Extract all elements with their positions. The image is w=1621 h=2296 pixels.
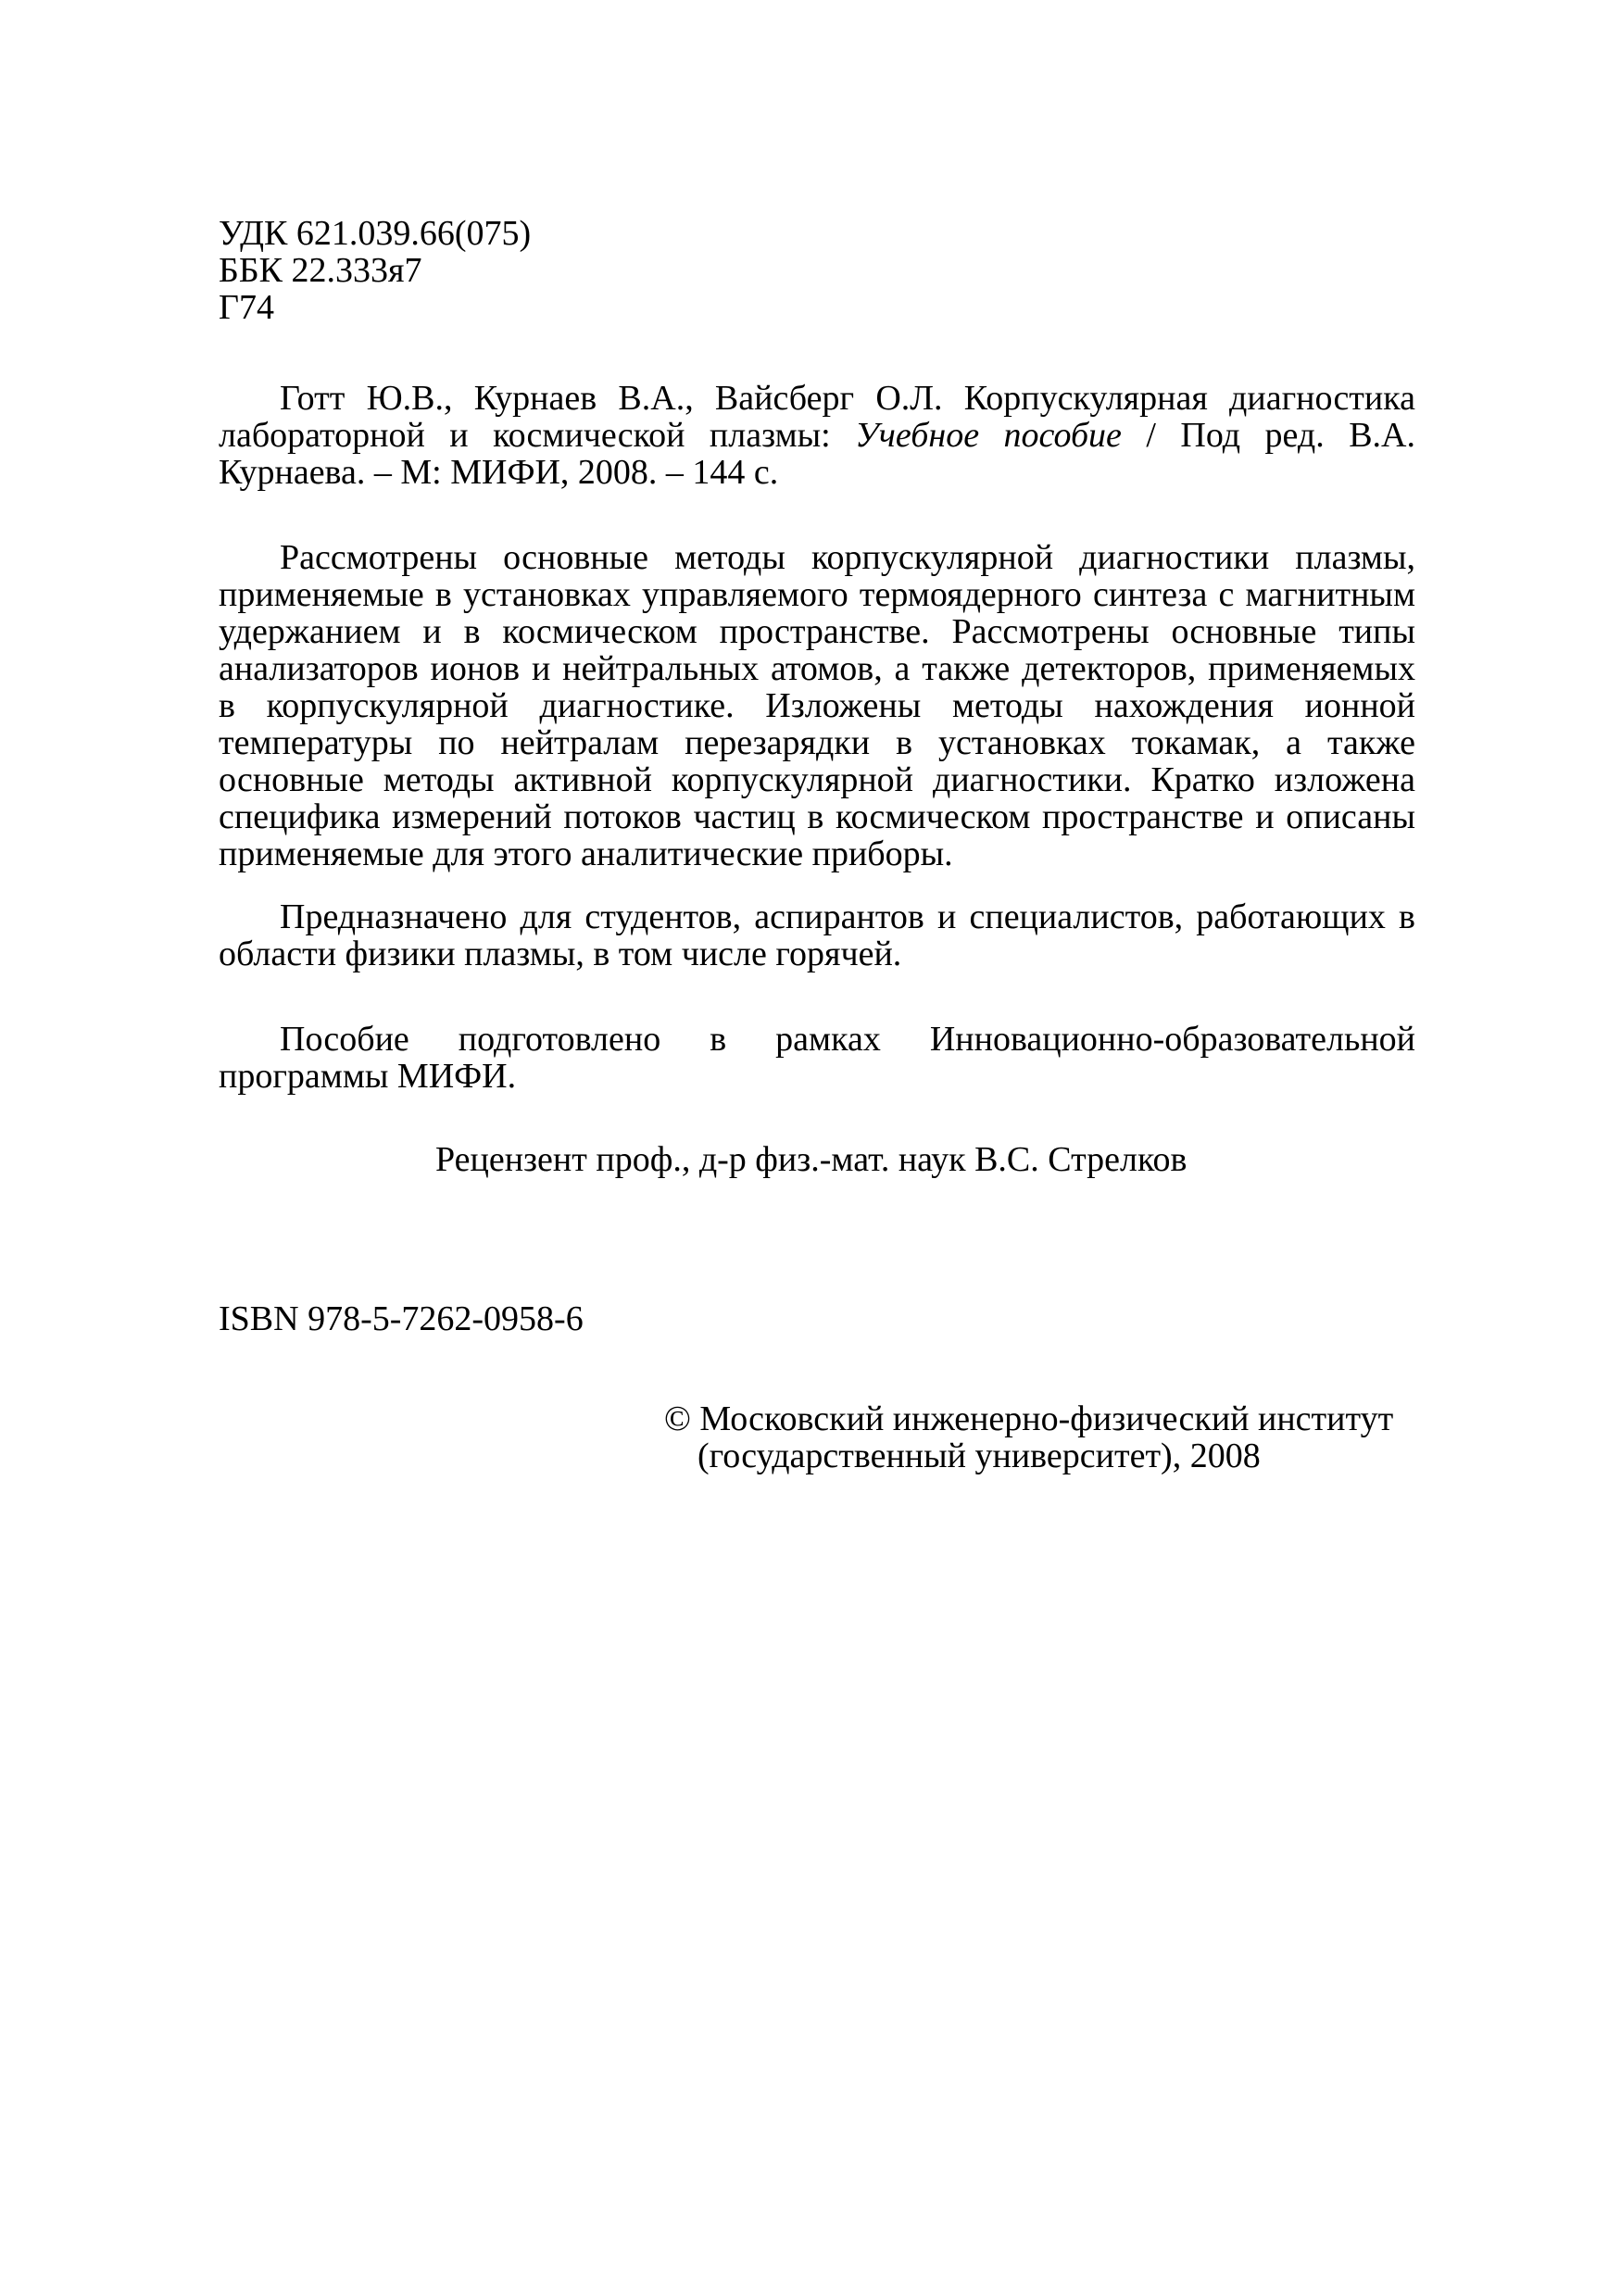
- program-note-paragraph: Пособие подготовлено в рамках Инновационно-образовательной программы МИФИ.: [219, 1020, 1415, 1096]
- isbn-line: ISBN 978-5-7262-0958-6: [219, 1299, 584, 1338]
- bib-authors: Готт Ю.В., Курнаев В.А., Вайсберг О.Л.: [280, 379, 943, 418]
- udk-code: УДК 621.039.66(075): [219, 214, 532, 253]
- bib-imprint: / Под ред. В.А. Курнаева. – М: МИФИ, 2008. – 144 с.: [219, 416, 1415, 492]
- copyright-line-1: © Московский инженерно-физический институт: [664, 1399, 1394, 1438]
- bib-doc-type: Учебное пособие: [855, 416, 1122, 455]
- abstract-paragraph: Рассмотрены основные методы корпускулярной диагностики плазмы, применяемые в установках управляемого термоядерного синтеза с магнитным удержанием и в космическом пространстве. Рассмотрены основные типы анализаторов ионов и нейтральных атомов, а также детекторов, применяемых в корпускулярной диагностике. Изложены методы нахождения ионной температуры по нейтралам перезарядки в установках токамак, а также основные методы активной корпускулярной диагностики. Кратко изложена специфика измерений потоков частиц в космическом пространстве и описаны применяемые для этого аналитические приборы.: [219, 538, 1415, 873]
- copyright-block: [664, 1400, 1393, 1474]
- author-mark: Г74: [219, 288, 274, 327]
- reviewer-line: Рецензент проф., д-р физ.-мат. наук В.С. Стрелков: [435, 1140, 1187, 1179]
- copyright-line-2: (государственный университет), 2008: [697, 1437, 1261, 1475]
- bib-title: Корпускулярная диагностика лабораторной и космической плазмы:: [219, 379, 1416, 455]
- bibliographic-record: [219, 380, 1415, 491]
- audience-paragraph: Предназначено для студентов, аспирантов и специалистов, работающих в области физики плазмы, в том числе горячей.: [219, 897, 1415, 973]
- classification-block: [219, 215, 1415, 326]
- bbk-code: ББК 22.333я7: [219, 251, 422, 290]
